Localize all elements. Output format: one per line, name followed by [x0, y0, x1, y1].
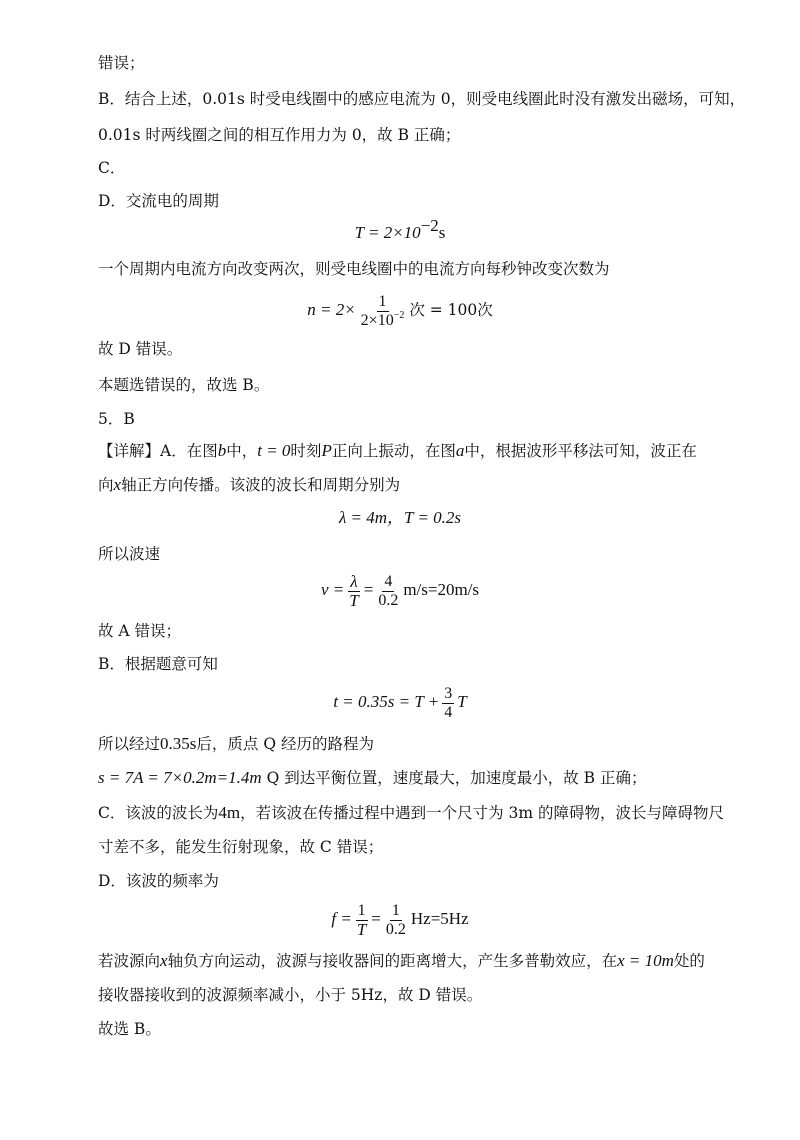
text-line-18: B．根据题意可知: [98, 655, 218, 673]
text-line-20: 所以经过0.35s后，质点 Q 经历的路程为: [98, 734, 374, 753]
velocity-equation: v = $\frac{\lambda}{T}$ = $\frac{4}{0.2}$ m/s=20m/s: [320, 571, 480, 610]
text-line-1: 错误；: [98, 54, 145, 72]
frequency-equation: f = $\frac{1}{T}$ = $\frac{1}{0.2}$ Hz=5Hz: [331, 901, 469, 939]
period-equation: $T = 2\times 10^{-2}s$: [354, 216, 446, 242]
text-line-9: 故 D 错误。: [98, 340, 183, 358]
text-line-13: 向x轴正方向传播。该波的波长和周期分别为: [98, 475, 401, 494]
text-line-26: 若波源向x轴负方向运动，波源与接收器间的距离增大，产生多普勒效应，在x = 10m处的: [98, 951, 705, 970]
detail-line: 【详解】A．在图b中，t = 0时刻P正向上振动，在图a中，根据波形平移法可知，波正在: [98, 441, 697, 460]
answer-heading: 5．B: [98, 410, 135, 428]
text-line-10: 本题选错误的，故选 B。: [98, 376, 270, 394]
text-line-17: 故 A 错误；: [98, 622, 182, 640]
text-line-2: B．结合上述，0.01s 时受电线圈中的感应电流为 0，则受电线圈此时没有激发出磁场，可知，: [98, 90, 746, 108]
text-line-24: D．该波的频率为: [98, 872, 219, 890]
lambda-period-equation: λ = 4m，T = 0.2s: [338, 508, 462, 527]
text-line-5: D．交流电的周期: [98, 192, 219, 210]
count-equation: n = 2× $\frac{1}{2\times 10^{-2}}$ 次 = 100次: [307, 292, 493, 329]
text-line-21: s = 7A = 7×0.2m=1.4m Q 到达平衡位置，速度最大，加速度最小，故 B 正确；: [98, 768, 647, 787]
time-equation: t = 0.35s = T + $\frac{3}{4}$ T: [333, 684, 467, 721]
text-line-23: 寸差不多，能发生衍射现象，故 C 错误；: [98, 838, 384, 856]
text-line-15: 所以波速: [98, 545, 161, 563]
text-line-3: 0.01s 时两线圈之间的相互作用力为 0，故 B 正确；: [98, 126, 461, 144]
text-line-7: 一个周期内电流方向改变两次，则受电线圈中的电流方向每秒钟改变次数为: [98, 260, 610, 278]
text-line-28: 故选 B。: [98, 1020, 161, 1038]
text-line-22: C．该波的波长为4m，若该波在传播过程中遇到一个尺寸为 3m 的障碍物，波长与障碍物尺: [98, 803, 725, 822]
text-line-27: 接收器接收到的波源频率减小，小于 5Hz，故 D 错误。: [98, 986, 483, 1004]
text-line-4: C．: [98, 159, 126, 177]
